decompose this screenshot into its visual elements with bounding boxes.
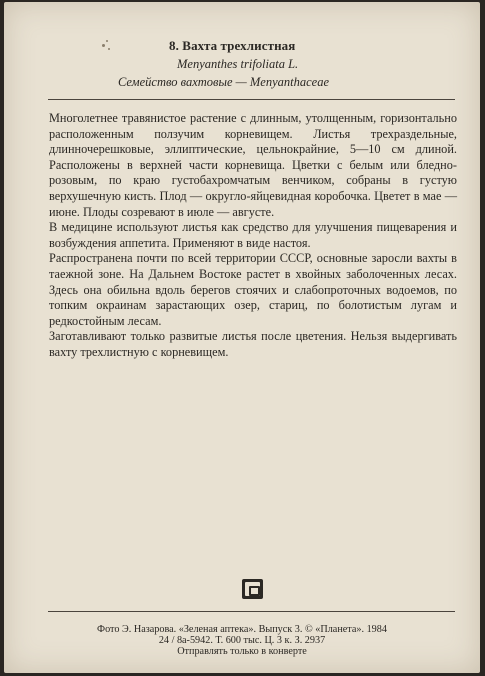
imprint-mailing-note: Отправлять только в конверте (177, 646, 307, 657)
postcard (4, 2, 480, 673)
paper-speck (106, 40, 108, 42)
latin-name: Menyanthes trifoliata L. (177, 57, 299, 71)
paper-speck (102, 44, 105, 47)
imprint-credits: Фото Э. Назарова. «Зеленая аптека». Выпуск 3. © «Планета». 1984 (97, 624, 387, 635)
family-name: Семейство вахтовые — Menyanthaceae (118, 75, 329, 89)
description-text (49, 111, 457, 361)
description-paragraph: Многолетнее травянистое растение с длинным, утолщенным, горизонтально расположенным ползучим корневищем. Листья трехраздельные, длинночерешковые, эллиптические, цельнокрайние, 5—10 см длиной. Расположены в верхней части корневища. Цветки с белым или бледно-розовым, по краю густобахромчатым венчиком, собраны в густую верхушечную кисть. Плод — округло-яйцевидная коробочка. Цветет в мае — июне. Плоды созревают в июле — августе. (49, 111, 457, 219)
top-divider (48, 99, 455, 100)
description-paragraph: Распространена почти по всей территории СССР, основные заросли вахты в таежной зоне. На Дальнем Востоке растет в хвойных заболоченных лесах. Здесь она обильна вдоль берегов стоячих и слабопроточных водоемов, по топким окраинам зарастающих озер, стариц, по болотистым лугам и редкостойным лесам. (49, 251, 457, 328)
imprint (4, 624, 480, 657)
imprint-codes: 24 / 8а-5942. Т. 600 тыс. Ц. 3 к. З. 2937 (158, 635, 326, 646)
bottom-divider (48, 611, 455, 612)
description-paragraph: В медицине используют листья как средство для улучшения пищеварения и возбуждения аппетита. Применяют в виде настоя. (49, 220, 457, 250)
plant-title: 8. Вахта трехлистная (169, 38, 296, 53)
publisher-logo-icon (242, 579, 263, 599)
paper-speck (108, 48, 110, 50)
description-paragraph: Заготавливают только развитые листья после цветения. Нельзя выдергивать вахту трехлистную с корневищем. (49, 329, 457, 359)
